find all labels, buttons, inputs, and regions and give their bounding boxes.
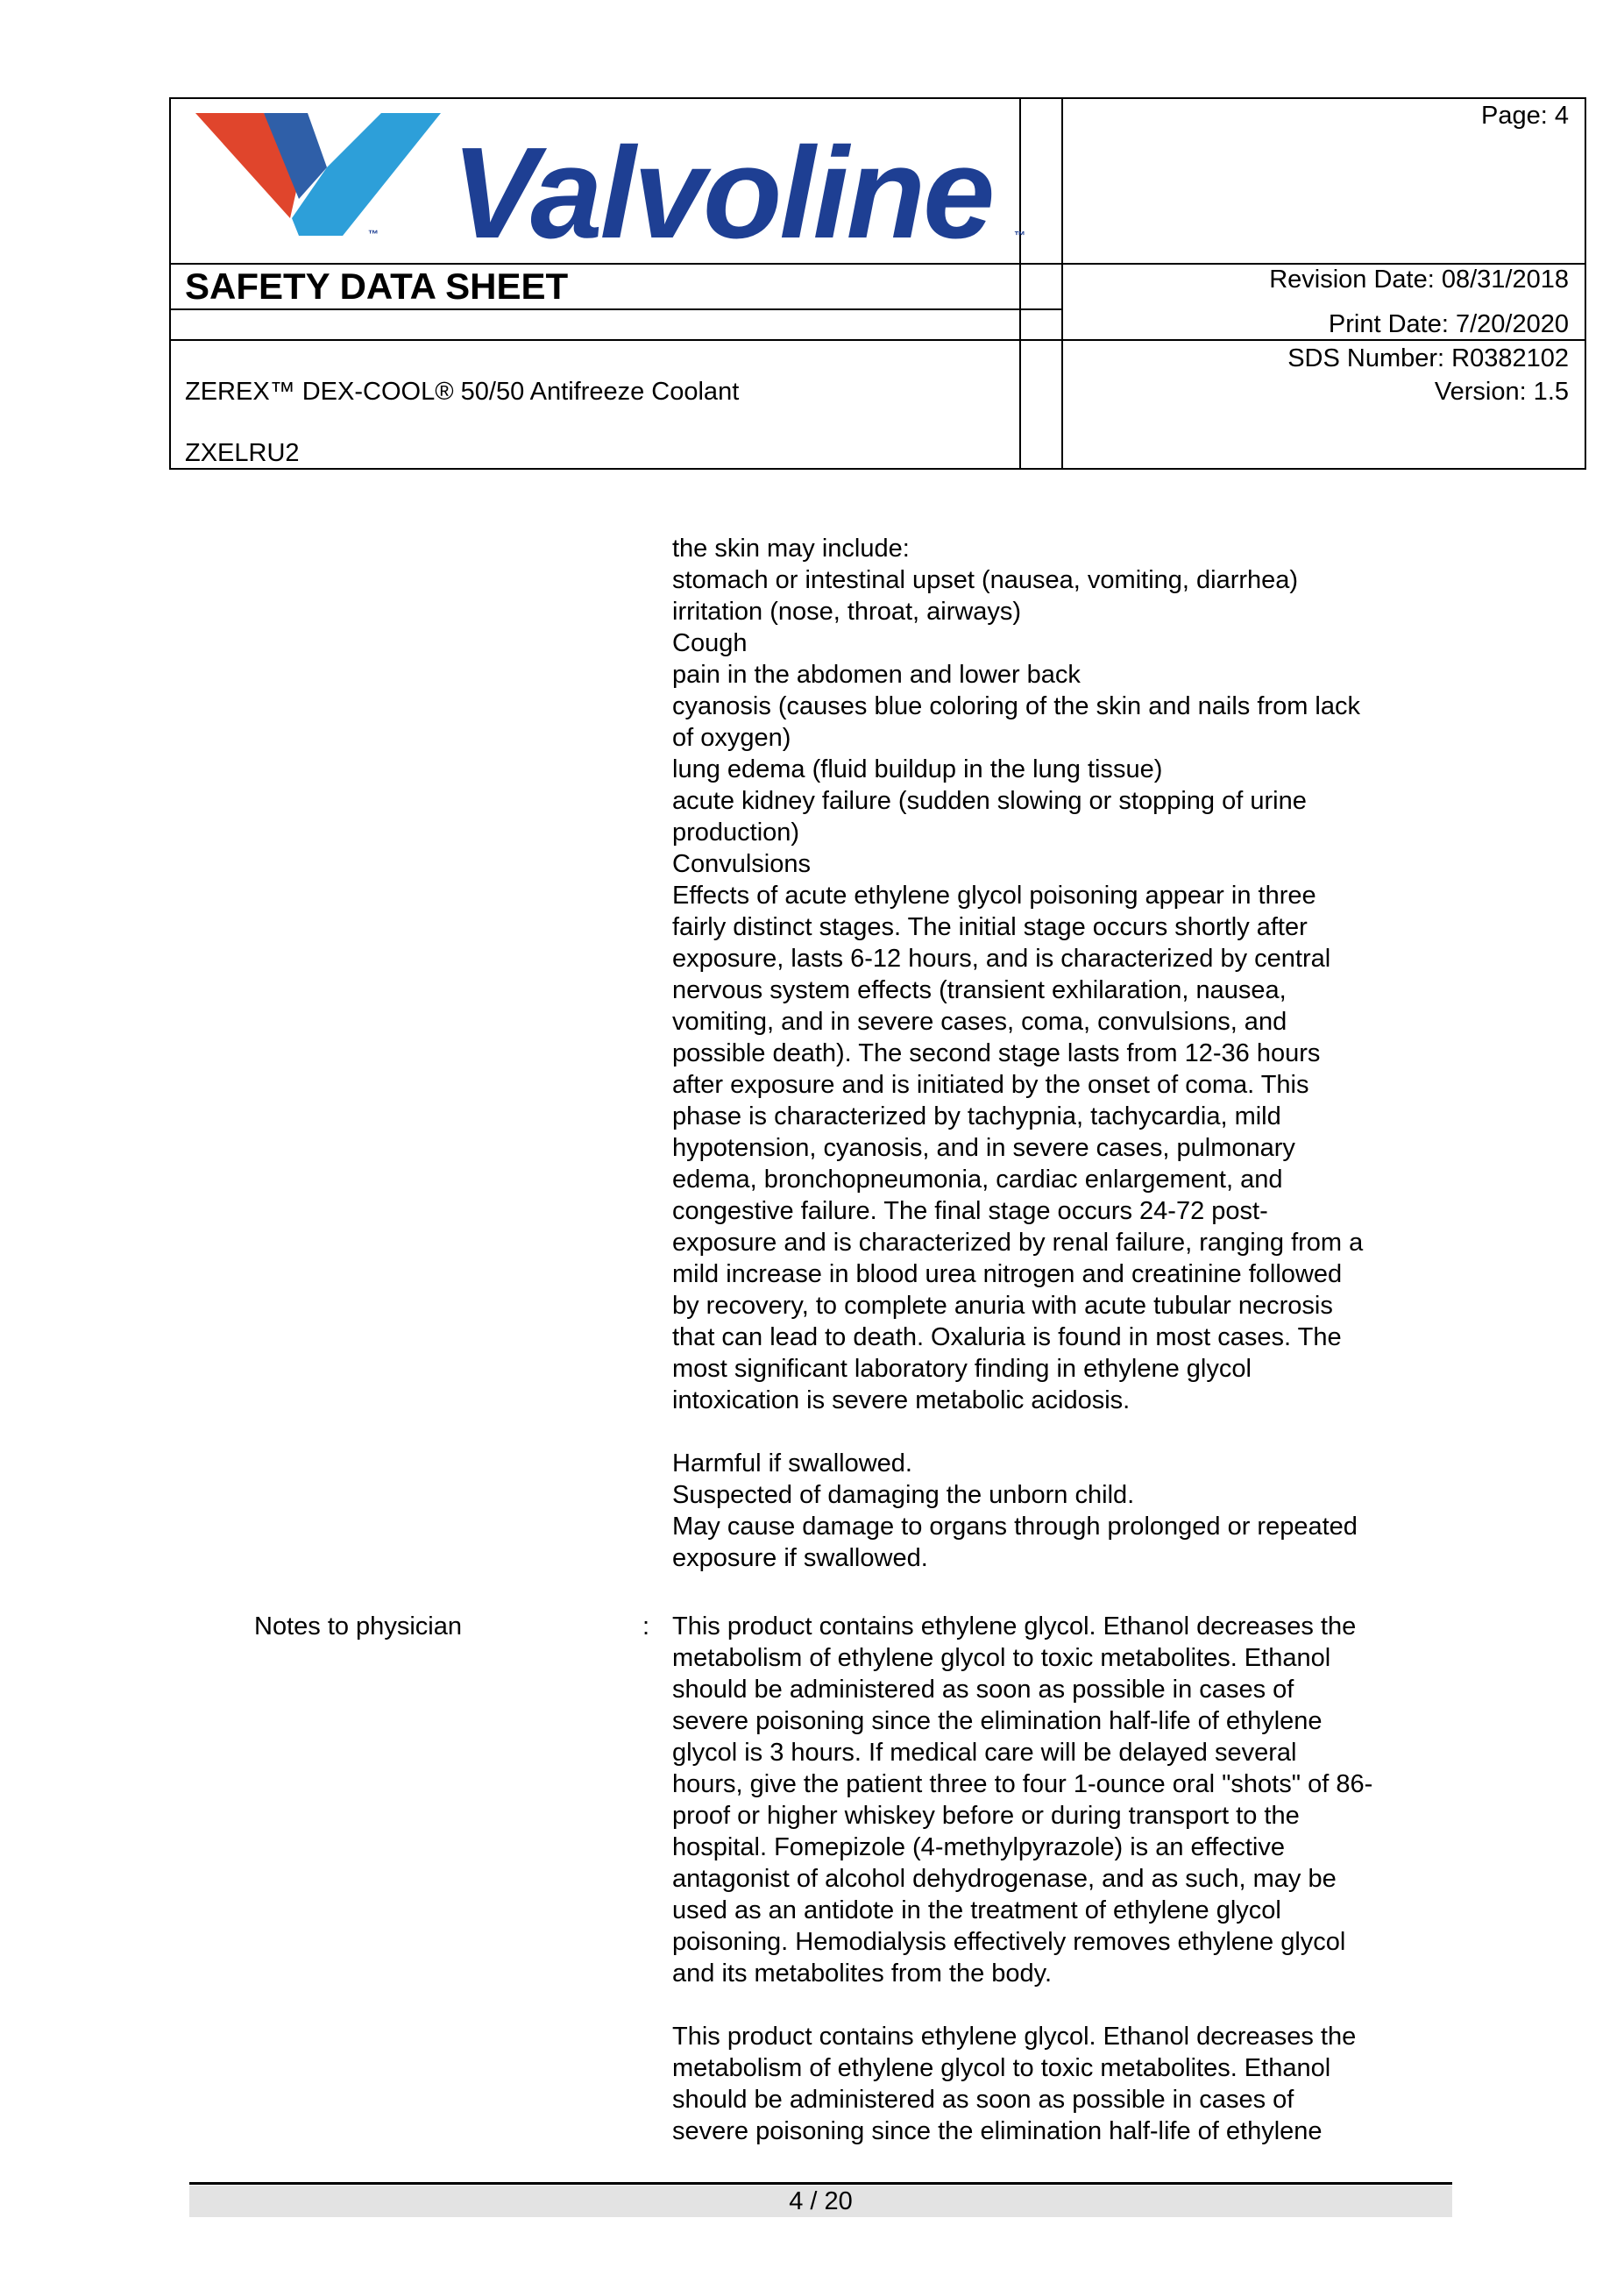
text-line: intoxication is severe metabolic acidosis. bbox=[672, 1386, 1131, 1414]
header-divider bbox=[1061, 99, 1063, 468]
text-line: glycol is 3 hours. If medical care will be delayed several bbox=[672, 1739, 1297, 1767]
text-line: exposure, lasts 6-12 hours, and is characterized by central bbox=[672, 945, 1331, 973]
text-line: proof or higher whiskey before or during transport to the bbox=[672, 1802, 1300, 1830]
text-line: Cough bbox=[672, 629, 748, 657]
text-line: Convulsions bbox=[672, 850, 811, 878]
print-date: Print Date: 7/20/2020 bbox=[1328, 310, 1569, 338]
text-line: This product contains ethylene glycol. Ethanol decreases the bbox=[672, 2023, 1357, 2051]
header-divider bbox=[171, 308, 1061, 310]
product-code: ZXELRU2 bbox=[185, 439, 300, 467]
text-line: that can lead to death. Oxaluria is found in most cases. The bbox=[672, 1323, 1342, 1351]
text-line: exposure and is characterized by renal failure, ranging from a bbox=[672, 1229, 1364, 1257]
text-line: possible death). The second stage lasts from 12-36 hours bbox=[672, 1039, 1321, 1067]
text-line: used as an antidote in the treatment of ethylene glycol bbox=[672, 1896, 1281, 1924]
notes-to-physician-text bbox=[672, 1611, 1443, 2147]
valvoline-logo bbox=[195, 104, 1037, 253]
text-line: congestive failure. The final stage occurs 24-72 post- bbox=[672, 1197, 1268, 1225]
text-line: cyanosis (causes blue coloring of the skin and nails from lack bbox=[672, 692, 1360, 720]
version: Version: 1.5 bbox=[1434, 378, 1569, 406]
text-line: pain in the abdomen and lower back bbox=[672, 661, 1081, 689]
logo-trademark: ™ bbox=[1014, 229, 1025, 242]
page-number: 4 / 20 bbox=[189, 2186, 1452, 2217]
text-line: phase is characterized by tachypnia, tachycardia, mild bbox=[672, 1102, 1281, 1130]
symptoms-text bbox=[672, 533, 1443, 1574]
text-line: vomiting, and in severe cases, coma, convulsions, and bbox=[672, 1008, 1287, 1036]
text-line: should be administered as soon as possible in cases of bbox=[672, 2086, 1294, 2114]
page-label: Page: 4 bbox=[1481, 102, 1569, 130]
text-line: most significant laboratory finding in ethylene glycol bbox=[672, 1355, 1252, 1383]
text-line: by recovery, to complete anuria with acute tubular necrosis bbox=[672, 1292, 1333, 1320]
text-line: stomach or intestinal upset (nausea, vomiting, diarrhea) bbox=[672, 566, 1299, 594]
text-line: lung edema (fluid buildup in the lung tissue) bbox=[672, 755, 1163, 783]
text-line: nervous system effects (transient exhilaration, nausea, bbox=[672, 976, 1287, 1004]
text-line: of oxygen) bbox=[672, 724, 791, 752]
text-line: This product contains ethylene glycol. Ethanol decreases the bbox=[672, 1612, 1357, 1641]
hazard-statement: Harmful if swallowed. bbox=[672, 1449, 912, 1478]
text-line: severe poisoning since the elimination half-life of ethylene bbox=[672, 2117, 1323, 2145]
label-colon: : bbox=[642, 1612, 650, 1641]
logo-wordmark: Valvoline bbox=[451, 121, 993, 253]
text-line: production) bbox=[672, 818, 800, 847]
text-line: metabolism of ethylene glycol to toxic metabolites. Ethanol bbox=[672, 1644, 1331, 1672]
text-line: severe poisoning since the elimination half-life of ethylene bbox=[672, 1707, 1323, 1735]
text-line: acute kidney failure (sudden slowing or stopping of urine bbox=[672, 787, 1307, 815]
notes-to-physician-label: Notes to physician bbox=[254, 1612, 462, 1641]
hazard-statement: Suspected of damaging the unborn child. bbox=[672, 1481, 1135, 1509]
text-line: should be administered as soon as possible in cases of bbox=[672, 1676, 1294, 1704]
text-line: fairly distinct stages. The initial stage occurs shortly after bbox=[672, 913, 1308, 941]
text-line: the skin may include: bbox=[672, 535, 910, 563]
sds-number: SDS Number: R0382102 bbox=[1287, 344, 1569, 372]
text-line: metabolism of ethylene glycol to toxic metabolites. Ethanol bbox=[672, 2054, 1331, 2082]
text-line: and its metabolites from the body. bbox=[672, 1959, 1053, 1988]
logo-trademark-small: ™ bbox=[368, 228, 379, 240]
product-name: ZEREX™ DEX-COOL® 50/50 Antifreeze Coolant bbox=[185, 378, 740, 406]
header-divider bbox=[171, 339, 1586, 341]
hazard-statement: May cause damage to organs through prolonged or repeated bbox=[672, 1513, 1358, 1541]
text-line: after exposure and is initiated by the onset of coma. This bbox=[672, 1071, 1309, 1099]
hazard-statement: exposure if swallowed. bbox=[672, 1544, 928, 1572]
text-line: poisoning. Hemodialysis effectively removes ethylene glycol bbox=[672, 1928, 1346, 1956]
document-title: SAFETY DATA SHEET bbox=[185, 266, 569, 307]
text-line: antagonist of alcohol dehydrogenase, and as such, may be bbox=[672, 1865, 1337, 1893]
text-line: edema, bronchopneumonia, cardiac enlargement, and bbox=[672, 1166, 1283, 1194]
text-line: hypotension, cyanosis, and in severe cases, pulmonary bbox=[672, 1134, 1295, 1162]
sds-header bbox=[169, 97, 1586, 470]
text-line: irritation (nose, throat, airways) bbox=[672, 598, 1022, 626]
text-line: hospital. Fomepizole (4-methylpyrazole) is an effective bbox=[672, 1833, 1286, 1861]
revision-date: Revision Date: 08/31/2018 bbox=[1269, 266, 1569, 294]
text-line: mild increase in blood urea nitrogen and creatinine followed bbox=[672, 1260, 1343, 1288]
text-line: Effects of acute ethylene glycol poisoning appear in three bbox=[672, 882, 1316, 910]
text-line: hours, give the patient three to four 1-ounce oral "shots" of 86- bbox=[672, 1770, 1373, 1798]
footer-rule bbox=[189, 2182, 1452, 2185]
